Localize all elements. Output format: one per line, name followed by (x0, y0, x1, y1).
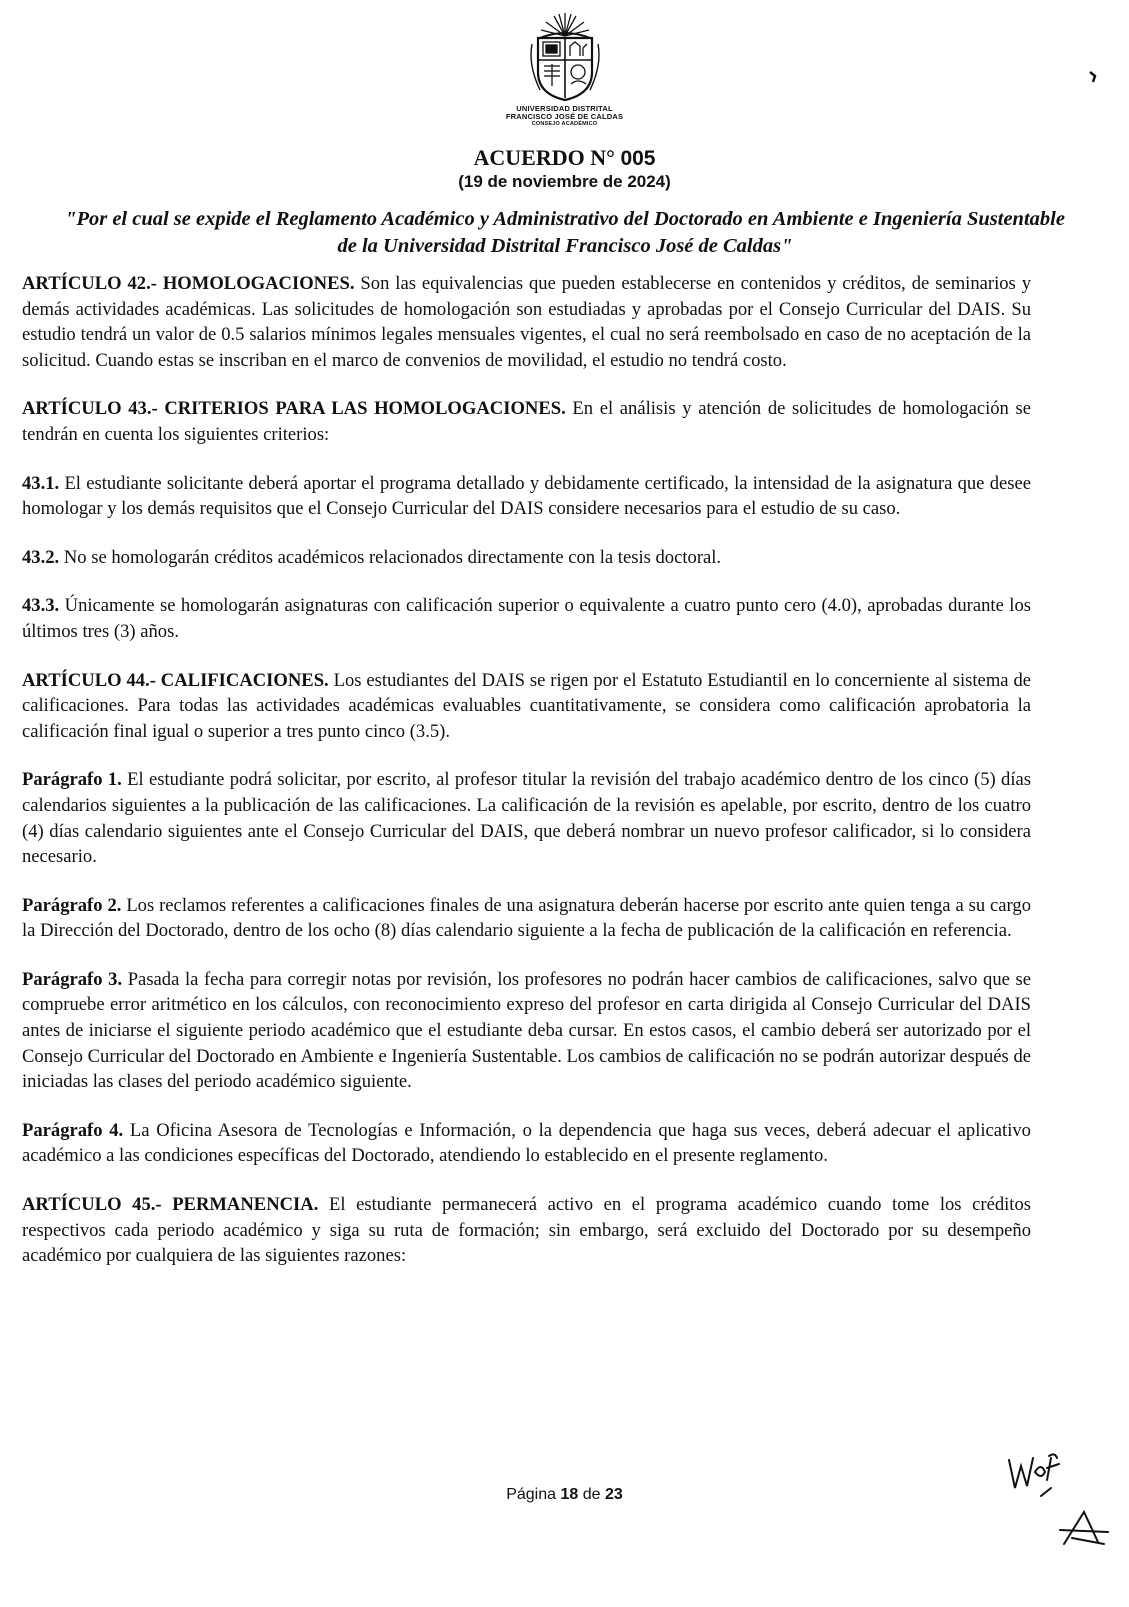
paragraph-heading: 43.2. (22, 546, 60, 568)
paragraph-heading: ARTÍCULO 43.- CRITERIOS PARA LAS HOMOLOGACIONES. (22, 398, 566, 420)
paragraph-articulo-42 (22, 271, 1031, 373)
paragraph-text: Únicamente se homologarán asignaturas con calificación superior o equivalente a cuatro punto cero (4.0), aprobadas durante los últimos tres (3) años. (22, 595, 1031, 642)
paragraph-heading: ARTÍCULO 44.- CALIFICACIONES. (22, 669, 329, 691)
paragraph-43-3 (22, 593, 1031, 644)
handwritten-mark-icon (1058, 1508, 1112, 1548)
acuerdo-title: "Por el cual se expide el Reglamento Académico y Administrativo del Doctorado en Ambiente e Ingeniería Sustentable de la Universidad Distrital Francisco José de Caldas" (65, 208, 1065, 257)
paragraph-text: En el análisis y atención de solicitudes de homologación se tendrán en cuenta los siguientes criterios: (22, 398, 1031, 445)
paragraph-text: Son las equivalencias que pueden establecerse en contenidos y créditos, de seminarios y demás actividades académicas. Las solicitudes de homologación son estudiadas y aprobadas por el Consejo Curricular del DAIS. Su estudio tendrá un valor de 0.5 salarios mínimos legales mensuales vigentes, el cual no será reembolsado en caso de no aceptación de la solicitud. Cuando estas se inscriban en el marco de convenios de movilidad, el estudio no tendrá costo. (22, 273, 1031, 371)
paragraph-heading: 43.1. (22, 472, 60, 494)
paragraph-heading: Parágrafo 3. (22, 968, 123, 990)
paragraph-heading: Parágrafo 4. (22, 1119, 124, 1141)
scan-speck-icon (1087, 68, 1103, 86)
acuerdo-number: 005 (620, 147, 656, 170)
institution-name-line3: CONSEJO ACADÉMICO (531, 121, 598, 127)
institution-name-line2: FRANCISCO JOSÉ DE CALDAS (505, 112, 624, 121)
university-seal-icon (526, 10, 604, 105)
paragraph-articulo-44 (22, 668, 1031, 745)
letterhead (0, 10, 1129, 128)
paragraph-text: Los reclamos referentes a calificaciones finales de una asignatura deberán hacerse por escrito ante quien tenga a su cargo la Dirección del Doctorado, dentro de los ocho (8) días calendario siguiente a la fecha de publicación de la calificación en referencia. (22, 894, 1032, 942)
paragraph-text: Los estudiantes del DAIS se rigen por el Estatuto Estudiantil en lo concerniente al sistema de calificaciones. Para todas las actividades académicas evaluables cuantitativamente, se considera como calificación aprobatoria la calificación final igual o superior a tres punto cinco (3.5). (22, 669, 1031, 742)
page-label: Página (506, 1486, 557, 1503)
paragraph-heading: 43.3. (22, 595, 60, 617)
paragraph-articulo-43 (22, 396, 1031, 447)
paragraph-heading: ARTÍCULO 42.- HOMOLOGACIONES. (22, 273, 355, 294)
paragraph-heading: Parágrafo 1. (22, 769, 122, 791)
page-of-label: de (582, 1486, 601, 1503)
paragraph-paragrafo-3 (22, 967, 1031, 1095)
paragraph-paragrafo-1 (22, 767, 1031, 869)
paragraph-articulo-45 (22, 1192, 1031, 1269)
paragraph-43-1 (22, 471, 1031, 522)
paragraph-text: El estudiante podrá solicitar, por escrito, al profesor titular la revisión del trabajo académico dentro de los cinco (5) días calendarios siguientes a la publicación de las calificaciones. La calificación de la revisión es apelable, por escrito, dentro de los cuatro (4) días calendario siguientes ante el Consejo Curricular del DAIS, que deberá nombrar un nuevo profesor calificador, si lo considera necesario. (22, 769, 1032, 868)
paragraph-text: La Oficina Asesora de Tecnologías e Información, o la dependencia que haga sus veces, deberá adecuar el aplicativo académico a las condiciones específicas del Doctorado, atendiendo lo establecido en el presente reglamento. (22, 1119, 1031, 1167)
page-total: 23 (604, 1486, 623, 1503)
institution-name-line1: UNIVERSIDAD DISTRITAL (516, 104, 613, 113)
acuerdo-heading (0, 146, 1129, 171)
paragraph-heading: Parágrafo 2. (22, 894, 122, 916)
page-number: 18 (560, 1486, 579, 1503)
paragraph-text: No se homologarán créditos académicos relacionados directamente con la tesis doctoral. (59, 546, 722, 568)
paragraph-paragrafo-4 (22, 1118, 1031, 1169)
document-body (22, 271, 1031, 1292)
paragraph-text: El estudiante solicitante deberá aportar el programa detallado y debidamente certificado, la intensidad de la asignatura que desee homologar y los demás requisitos que el Consejo Curricular del DAIS considere necesarios para el estudio de su caso. (22, 472, 1031, 520)
paragraph-43-2 (22, 545, 1031, 571)
acuerdo-date: (19 de noviembre de 2024) (458, 172, 671, 191)
paragraph-heading: ARTÍCULO 45.- PERMANENCIA. (22, 1194, 319, 1216)
paragraph-text: El estudiante permanecerá activo en el programa académico cuando tome los créditos respectivos cada periodo académico y siga su ruta de formación; sin embargo, será excluido del Doctorado por su desempeño académico por cualquiera de las siguientes razones: (22, 1194, 1031, 1267)
paragraph-paragrafo-2 (22, 893, 1031, 944)
page-footer (0, 1486, 1129, 1504)
acuerdo-label: ACUERDO N° (473, 145, 615, 170)
paragraph-text: Pasada la fecha para corregir notas por revisión, los profesores no podrán hacer cambios de calificaciones, salvo que se compruebe error aritmético en los cálculos, con reconocimiento expreso del profesor en carta dirigida al Consejo Curricular del DAIS antes de iniciarse el siguiente periodo académico que el estudiante deba cursar. En estos casos, el cambio deberá ser autorizado por el Consejo Curricular del Doctorado en Ambiente e Ingeniería Sustentable. Los cambios de calificación no se podrán autorizar después de iniciadas las clases del periodo académico siguiente. (22, 968, 1031, 1093)
